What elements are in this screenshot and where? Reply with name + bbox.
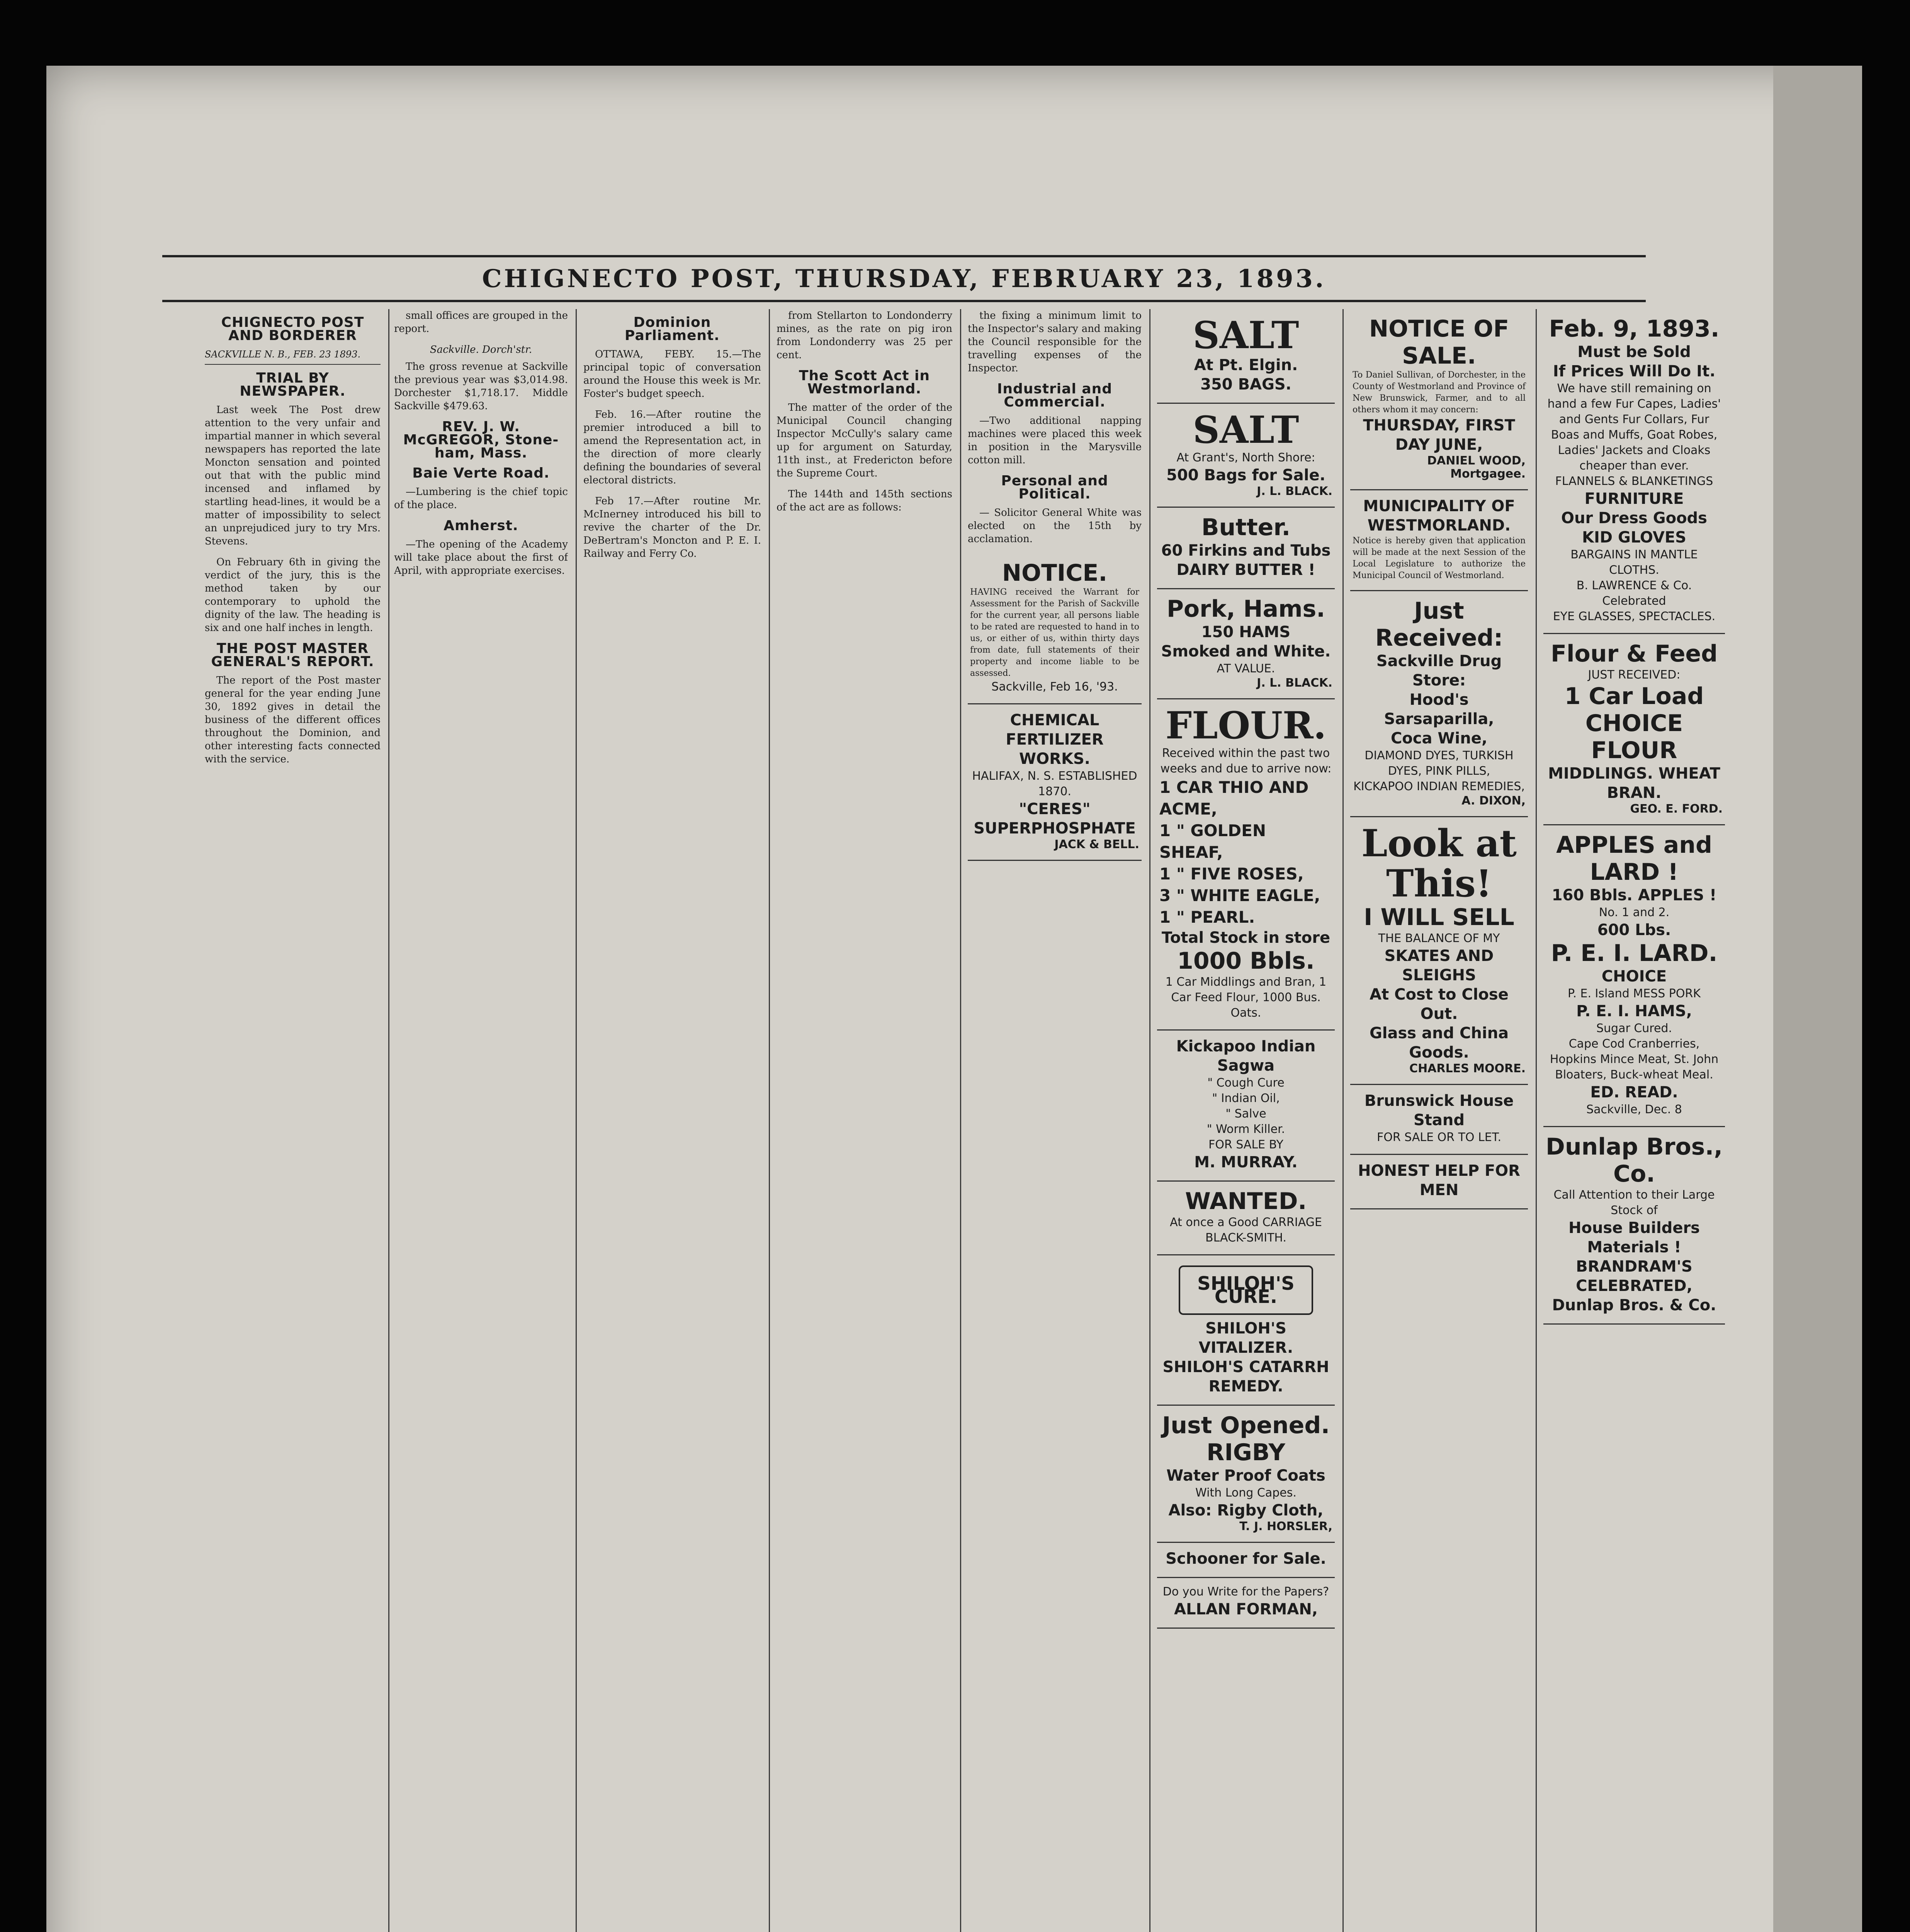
ad-heading: WANTED. <box>1185 1188 1307 1215</box>
headline-scott-act: The Scott Act in Westmorland. <box>799 368 930 397</box>
ad-heading: MUNICIPALITY OF WESTMORLAND. <box>1363 497 1515 534</box>
shiloh-bottle-icon: SHILOH'S CURE. <box>1179 1265 1313 1315</box>
ad-heading: SALT <box>1193 313 1299 357</box>
ad-lawrence <box>1543 309 1725 634</box>
ad-body: We have still remaining on hand a few Fur Capes, Ladies' and Gents Fur Collars, Fur Boas and Muffs, Goat Robes, Ladies' Jackets and Cloaks cheaper than ever. <box>1547 382 1721 473</box>
flour-item: 1 " PEARL. <box>1159 908 1255 927</box>
ad-flour <box>1157 699 1335 1031</box>
ad-sign: Sackville, Feb 16, '93. <box>991 680 1118 694</box>
ad-shiloh <box>1157 1255 1335 1406</box>
ad-line: JUST RECEIVED: <box>1588 668 1681 682</box>
ad-line: Celebrated <box>1602 594 1666 608</box>
column-rule <box>1342 309 1344 1932</box>
column-rule <box>388 309 389 1932</box>
ad-line: 350 BAGS. <box>1200 376 1291 393</box>
ad-line: CHOICE FLOUR <box>1585 710 1683 764</box>
ad-line: SHILOH'S CATARRH REMEDY. <box>1162 1358 1329 1395</box>
ad-sign: B. LAWRENCE & Co. <box>1576 579 1692 592</box>
ad-line: Glass and China Goods. <box>1369 1024 1509 1061</box>
ad-date: Feb. 9, 1893. <box>1549 315 1720 342</box>
ad-line: KICKAPOO INDIAN REMEDIES, <box>1353 780 1525 793</box>
ad-line: At once a Good CARRIAGE BLACK-SMITH. <box>1170 1216 1322 1245</box>
flour-item: 1 " FIVE ROSES, <box>1159 864 1304 883</box>
ad-heading: NOTICE. <box>1002 560 1108 587</box>
ad-body: Notice is hereby given that application will be made at the next Session of the Local Legislature to authorize the Municipal Council of Westmorland. <box>1353 536 1526 580</box>
ad-line: 600 Lbs. <box>1597 921 1671 939</box>
ad-body: To Daniel Sullivan, of Dorchester, in the County of Westmorland and Province of New Brunswick, Farmer, and to all others whom it may concern: <box>1353 370 1526 415</box>
ad-line: Total Stock in store <box>1161 929 1331 947</box>
ad-dunlap <box>1543 1127 1725 1325</box>
ad-notice <box>968 553 1142 704</box>
article-paragraph: Last week The Post drew attention to the very unfair and impartial manner in which several newspapers has reported the late Moncton sensation and pointed out that with the public mind incensed and inflamed by startling head-lines, it would be a matter of impossibility to select an unprejudiced jury to try Mrs. Stevens. <box>205 404 381 547</box>
ad-line: " Salve <box>1225 1107 1266 1121</box>
ad-line: At Cost to Close Out. <box>1370 986 1509 1023</box>
ad-line: KID GLOVES <box>1582 529 1686 546</box>
dateline: SACKVILLE N. B., FEB. 23 1893. <box>205 348 381 365</box>
flour-item: 1 CAR THIO AND ACME, <box>1159 778 1309 818</box>
article-paragraph: Feb. 16.—After routine the premier introduced a bill to amend the Representation act, in the direction of more clearly defining the boundaries of several electoral districts. <box>583 409 761 486</box>
ad-salt-elgin <box>1157 309 1335 404</box>
ad-kickapoo <box>1157 1031 1335 1182</box>
ad-line: Water Proof Coats <box>1166 1467 1325 1485</box>
ad-line: Received within the past two weeks and due to arrive now: <box>1160 747 1332 776</box>
column-1 <box>205 309 381 1932</box>
ad-sign: JACK & BELL. <box>1054 838 1139 851</box>
headline-amherst: Amherst. <box>444 518 518 534</box>
article-paragraph: The matter of the order of the Municipal Council changing Inspector McCully's salary came up for argument on Saturday, 11th inst., at Fredericton before the Supreme Court. <box>777 402 952 479</box>
ad-line: MIDDLINGS. WHEAT BRAN. <box>1548 765 1720 802</box>
ad-line: " Cough Cure <box>1207 1076 1285 1090</box>
column-rule <box>576 309 577 1932</box>
flour-item: 3 " WHITE EAGLE, <box>1159 886 1320 905</box>
ad-heading: APPLES and LARD ! <box>1556 832 1712 886</box>
ad-body: HAVING received the Warrant for Assessment for the Parish of Sackville for the current year, all persons liable to be rated are requested to hand in to us, or either of us, within thirty days from date, full statements of their property and income liable to be assessed. <box>970 587 1139 678</box>
ad-heading: Pork, Hams. <box>1166 595 1325 622</box>
ad-rigby <box>1157 1406 1335 1543</box>
ad-heading: Flour & Feed <box>1550 640 1718 667</box>
headline-postmaster: THE POST MASTER GENERAL'S REPORT. <box>211 641 374 670</box>
ad-line: Coca Wine, <box>1390 730 1488 747</box>
headline-mcgregor: REV. J. W. McGREGOR, Stone-ham, Mass. <box>403 419 559 461</box>
ad-line: Call Attention to their Large Stock of <box>1553 1188 1715 1217</box>
ad-honest-help <box>1350 1155 1528 1209</box>
article-paragraph: The 144th and 145th sections of the act are as follows: <box>777 488 952 513</box>
ad-line: HALIFAX, N. S. ESTABLISHED 1870. <box>972 769 1137 798</box>
ad-heading: Must be Sold <box>1577 343 1691 361</box>
ad-butter <box>1157 508 1335 589</box>
ad-schooner <box>1157 1543 1335 1578</box>
ad-sign: T. J. HORSLER, <box>1239 1520 1332 1533</box>
headline-industrial: Industrial and Commercial. <box>997 381 1112 410</box>
ad-line: 160 Bbls. APPLES ! <box>1551 886 1717 904</box>
ad-heading: Just Received: <box>1375 597 1503 651</box>
ad-line: With Long Capes. <box>1195 1486 1297 1500</box>
column-3 <box>583 309 761 1932</box>
ad-line: SHILOH'S VITALIZER. <box>1198 1320 1293 1357</box>
ad-heading: Look at This! <box>1361 821 1517 905</box>
flour-item: 1 " GOLDEN SHEAF, <box>1159 821 1266 862</box>
article-paragraph: The gross revenue at Sackville the previous year was $3,014.98. Dorchester $1,718.17. Middle Sackville $479.63. <box>394 361 568 412</box>
ad-line: 1 Car Middlings and Bran, 1 Car Feed Flour, 1000 Bus. Oats. <box>1165 975 1327 1020</box>
ad-sign: CHARLES MOORE. <box>1409 1062 1526 1075</box>
headline-personal: Personal and Political. <box>1001 473 1108 502</box>
ad-heading: Just Opened. <box>1162 1412 1330 1439</box>
ad-sign: Dunlap Bros. & Co. <box>1552 1296 1716 1314</box>
ad-heading: Brunswick House Stand <box>1364 1092 1514 1129</box>
facing-page-edge <box>1773 66 1862 1932</box>
ad-notice-of-sale <box>1350 309 1528 490</box>
ad-line: P. E. I. LARD. <box>1551 940 1718 967</box>
ad-line: FLANNELS & BLANKETINGS <box>1555 474 1713 488</box>
ad-line: BARGAINS IN MANTLE CLOTHS. <box>1570 548 1698 577</box>
column-rule <box>960 309 961 1932</box>
ad-line: 1 Car Load <box>1564 683 1704 710</box>
ad-line: Sackville, Dec. 8 <box>1586 1103 1682 1116</box>
ad-heading: Do you Write for the Papers? <box>1162 1585 1329 1599</box>
ad-line: RIGBY <box>1206 1439 1285 1466</box>
article-paragraph: —The opening of the Academy will take place about the first of April, with appropriate exercises. <box>394 539 568 577</box>
ad-line: Sackville Drug Store: <box>1376 652 1502 689</box>
ad-sign: J. L. BLACK. <box>1257 676 1332 690</box>
column-5 <box>968 309 1142 1932</box>
ad-heading: Butter. <box>1201 514 1291 541</box>
ad-line: BRANDRAM'S CELEBRATED, <box>1576 1258 1692 1295</box>
ad-line: No. 1 and 2. <box>1599 906 1670 919</box>
article-paragraph: from Stellarton to Londonderry mines, as the rate on pig iron from Londonderry was 25 per cent. <box>777 310 952 361</box>
article-paragraph: On February 6th in giving the verdict of the jury, this is the method taken by our contemporary to uphold the dignity of the law. The heading is six and one half inches in length. <box>205 556 381 634</box>
article-paragraph: — Solicitor General White was elected on the 15th by acclamation. <box>968 507 1142 545</box>
ad-apples-lard <box>1543 825 1725 1127</box>
column-6 <box>1157 309 1335 1932</box>
column-7 <box>1350 309 1528 1932</box>
ad-line: FOR SALE OR TO LET. <box>1376 1131 1502 1144</box>
column-4 <box>777 309 952 1932</box>
paper-name: CHIGNECTO POST AND BORDERER <box>221 315 364 344</box>
ad-line: At Pt. Elgin. <box>1194 356 1298 374</box>
ad-sign: ED. READ. <box>1590 1083 1678 1101</box>
ad-sign: A. DIXON, <box>1461 794 1526 808</box>
article-paragraph: small offices are grouped in the report. <box>394 310 568 335</box>
ad-line: FOR SALE BY <box>1208 1138 1283 1151</box>
ad-heading: Dunlap Bros., Co. <box>1546 1133 1723 1187</box>
ad-heading: Schooner for Sale. <box>1166 1550 1326 1568</box>
ad-line: 1000 Bbls. <box>1177 947 1315 975</box>
ad-line: AT VALUE. <box>1217 662 1275 675</box>
article-paragraph: Feb 17.—After routine Mr. McInerney introduced his bill to revive the charter of the Dr. DeBertram's Moncton and P. E. I. Railway and Ferry Co. <box>583 495 761 560</box>
ad-sign: ALLAN FORMAN, <box>1174 1600 1318 1618</box>
ad-line: House Builders Materials ! <box>1568 1219 1700 1256</box>
headline-dominion: Dominion Parliament. <box>625 315 720 344</box>
ad-wanted <box>1157 1182 1335 1255</box>
ad-line: P. E. Island MESS PORK <box>1568 987 1701 1000</box>
ad-heading: HONEST HELP FOR MEN <box>1358 1162 1520 1199</box>
article-paragraph: —Two additional napping machines were placed this week in position in the Marysville cotton mill. <box>968 415 1142 466</box>
column-2 <box>394 309 568 1932</box>
ad-heading: FLOUR. <box>1165 704 1327 747</box>
ad-heading: If Prices Will Do It. <box>1553 362 1716 380</box>
ad-heading: CHEMICAL FERTILIZER WORKS. <box>1006 711 1104 768</box>
ad-line: SKATES AND SLEIGHS <box>1384 947 1494 984</box>
article-paragraph: OTTAWA, FEBY. 15.—The principal topic of conversation around the House this week is Mr. Foster's budget speech. <box>583 349 761 400</box>
table-heading: Sackville. Dorch'str. <box>430 344 532 355</box>
headline-trial: TRIAL BY NEWSPAPER. <box>240 370 346 399</box>
ad-sign: M. MURRAY. <box>1194 1153 1298 1171</box>
ad-skates <box>1350 817 1528 1085</box>
ad-line: " Indian Oil, <box>1212 1092 1280 1105</box>
headline-baie-verte: Baie Verte Road. <box>412 465 550 481</box>
column-rule <box>1536 309 1537 1932</box>
ad-line: DIAMOND DYES, TURKISH DYES, PINK PILLS, <box>1365 749 1514 778</box>
ad-line: DAIRY BUTTER ! <box>1176 561 1315 579</box>
ad-sign: DANIEL WOOD, Mortgagee. <box>1427 454 1526 481</box>
ad-line: Sugar Cured. <box>1596 1022 1672 1035</box>
ad-line: 60 Firkins and Tubs <box>1161 542 1331 560</box>
ad-line: Also: Rigby Cloth, <box>1168 1502 1324 1519</box>
column-rule <box>1149 309 1150 1932</box>
ad-line: " Worm Killer. <box>1206 1122 1285 1136</box>
ad-flour-feed <box>1543 634 1725 825</box>
ad-papers <box>1157 1578 1335 1629</box>
ad-heading: SALT <box>1193 408 1299 452</box>
article-paragraph: —Lumbering is the chief topic of the place. <box>394 486 568 511</box>
article-paragraph: The report of the Post master general for the year ending June 30, 1892 gives in detail the business of the different offices throughout the Dominion, and other interesting facts connected with the service. <box>205 675 381 765</box>
ad-sign: GEO. E. FORD. <box>1630 802 1723 816</box>
column-rule <box>769 309 770 1932</box>
column-8 <box>1543 309 1725 1932</box>
ad-line: THURSDAY, FIRST DAY JUNE, <box>1363 417 1515 454</box>
ad-heading: NOTICE OF SALE. <box>1369 315 1509 369</box>
ad-line: Hood's Sarsaparilla, <box>1384 691 1494 728</box>
ad-drug-store <box>1350 591 1528 817</box>
ad-line: THE BALANCE OF MY <box>1378 932 1500 945</box>
ad-line: 150 HAMS <box>1201 623 1291 641</box>
ad-municipality <box>1350 490 1528 591</box>
ad-line: FURNITURE <box>1584 490 1684 508</box>
ad-line: Smoked and White. <box>1161 643 1331 660</box>
ad-body: Cape Cod Cranberries, Hopkins Mince Meat, St. John Bloaters, Buck-wheat Meal. <box>1550 1037 1719 1082</box>
ad-line: EYE GLASSES, SPECTACLES. <box>1553 610 1716 623</box>
ad-heading: Kickapoo Indian Sagwa <box>1176 1037 1316 1075</box>
ad-line: At Grant's, North Shore: <box>1176 451 1315 464</box>
ad-pork <box>1157 589 1335 699</box>
ad-brunswick-house <box>1350 1085 1528 1155</box>
ad-sign: J. L. BLACK. <box>1257 485 1332 498</box>
ad-fertilizer <box>968 704 1142 861</box>
ad-line: I WILL SELL <box>1364 904 1514 931</box>
ad-line: 500 Bags for Sale. <box>1166 466 1325 484</box>
ad-brand: "CERES" SUPERPHOSPHATE <box>974 800 1136 837</box>
article-paragraph: the fixing a minimum limit to the Inspector's salary and making the Council responsible for the travelling expenses of the Inspector. <box>968 310 1142 374</box>
ad-line: CHOICE <box>1601 968 1667 985</box>
ad-line: Our Dress Goods <box>1561 509 1707 527</box>
masthead: CHIGNECTO POST, THURSDAY, FEBRUARY 23, 1893. <box>162 255 1646 302</box>
ad-line: P. E. I. HAMS, <box>1576 1002 1692 1020</box>
ad-salt-grants <box>1157 404 1335 508</box>
